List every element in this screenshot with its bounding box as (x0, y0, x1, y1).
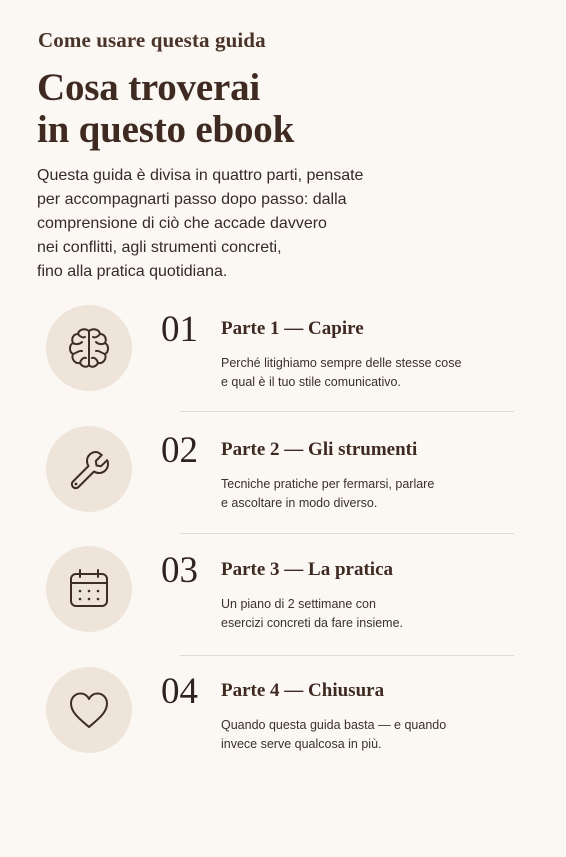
section-description-line: esercizi concreti da fare insieme. (221, 616, 404, 630)
section-number: 02 (161, 430, 198, 471)
section-part-1 (38, 305, 514, 410)
section-title: Parte 2 — Gli strumenti (221, 439, 418, 460)
section-description-line: e ascoltare in modo diverso. (221, 496, 378, 510)
section-title: Parte 3 — La pratica (221, 559, 394, 580)
page-title-line-1: Cosa troverai (37, 66, 261, 109)
section-divider (180, 655, 514, 656)
intro-line: Questa guida è divisa in quattro parti, pensate (37, 167, 364, 184)
section-icon-circle (46, 546, 132, 632)
section-description (221, 595, 511, 633)
section-description-line: Perché litighiamo sempre delle stesse cose (221, 356, 462, 370)
section-description-line: Quando questa guida basta — e quando (221, 718, 447, 732)
section-description-line: Tecniche pratiche per fermarsi, parlare (221, 477, 435, 491)
section-icon-circle (46, 426, 132, 512)
section-description-line: e qual è il tuo stile comunicativo. (221, 375, 401, 389)
section-divider (180, 533, 514, 534)
intro-line: comprensione di ciò che accade davvero (37, 215, 327, 232)
section-title: Parte 1 — Capire (221, 318, 364, 339)
section-icon-circle (46, 305, 132, 391)
section-number: 04 (161, 671, 198, 712)
intro-line: nei conflitti, agli strumenti concreti, (37, 239, 282, 256)
section-part-3 (38, 546, 514, 651)
section-number: 01 (161, 309, 198, 350)
section-part-4 (38, 667, 514, 772)
calendar-icon (64, 564, 114, 614)
section-number: 03 (161, 550, 198, 591)
section-description-line: Un piano di 2 settimane con (221, 597, 376, 611)
section-description-line: invece serve qualcosa in più. (221, 737, 382, 751)
section-description (221, 475, 511, 513)
section-divider (180, 411, 514, 412)
section-title: Parte 4 — Chiusura (221, 680, 385, 701)
heart-icon (63, 684, 115, 736)
wrench-icon (63, 443, 115, 495)
page-title-line-2: in questo ebook (37, 108, 295, 151)
section-description (221, 354, 511, 392)
brain-icon (63, 322, 115, 374)
section-icon-circle (46, 667, 132, 753)
section-part-2 (38, 426, 514, 531)
section-description (221, 716, 511, 754)
intro-line: fino alla pratica quotidiana. (37, 263, 228, 280)
page-title (37, 67, 457, 151)
intro-line: per accompagnarti passo dopo passo: dalla (37, 191, 347, 208)
intro-paragraph (37, 164, 417, 284)
page-eyebrow: Come usare questa guida (38, 28, 266, 52)
